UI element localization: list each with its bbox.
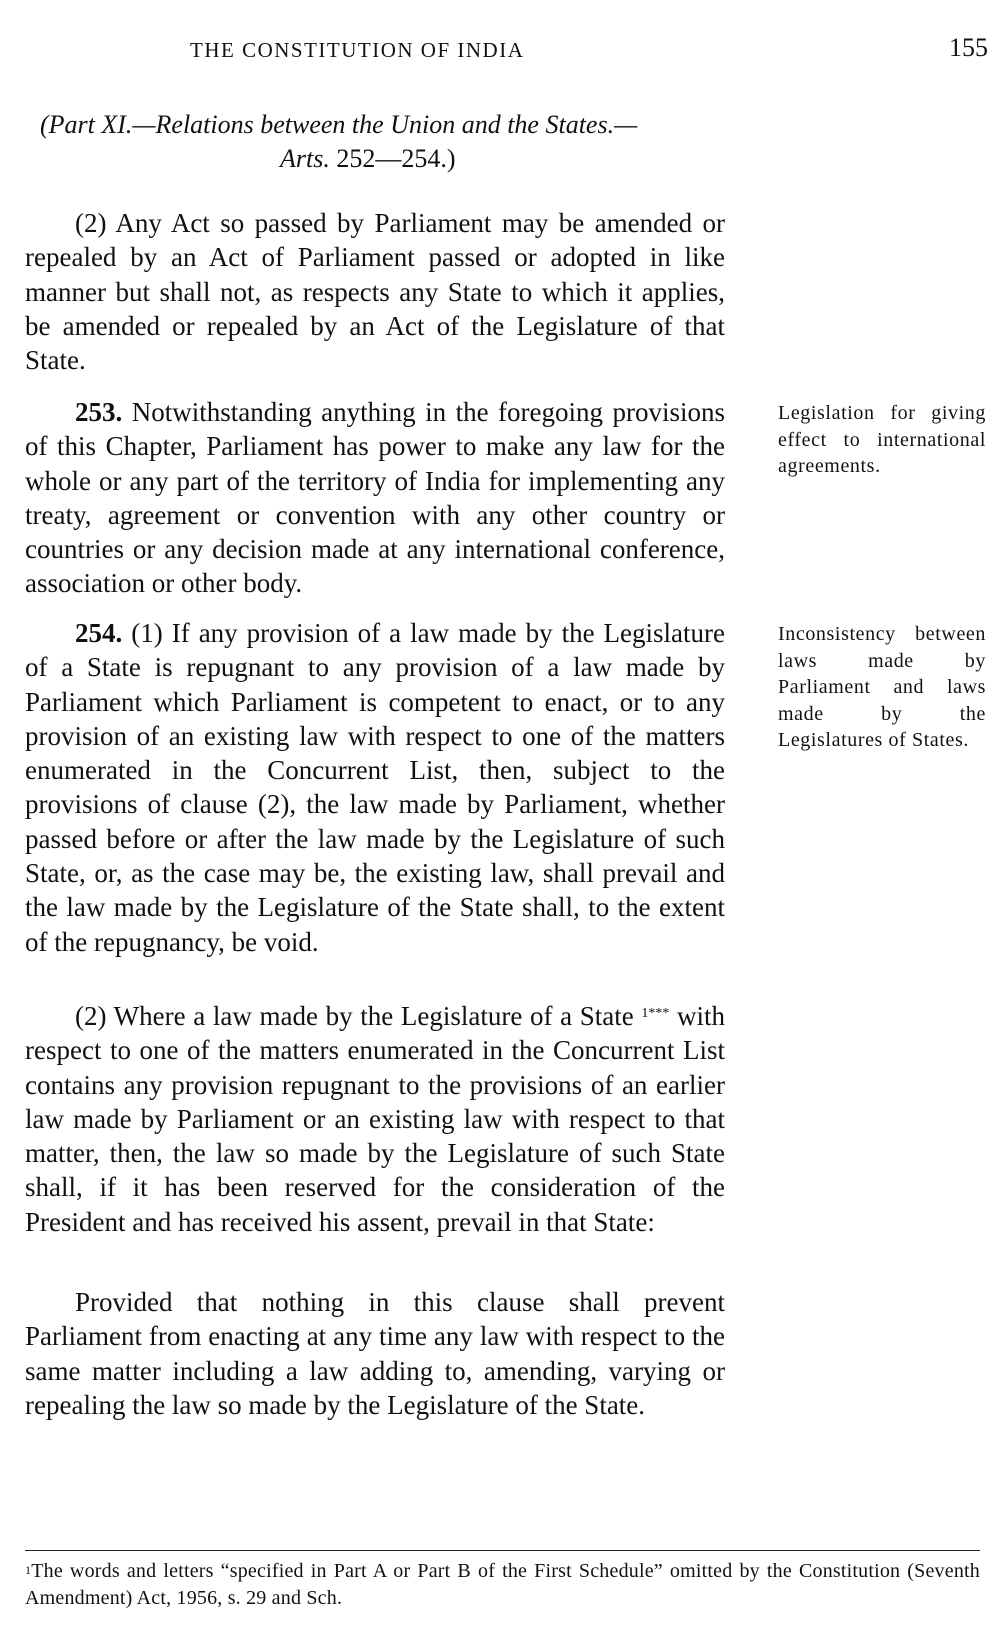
article-253-text: Notwithstanding anything in the foregoing provisions of this Chapter, Parliament has power to make any law for the whole or any part of the territory of India for implementing any treaty, agreement or convention with any other country or countries or any decision made at any international conference, association or other body. xyxy=(25,397,725,599)
article-254-1-text: (1) If any provision of a law made by the Legislature of a State is repugnant to any provision of a law made by Parliament which Parliament is competent to enact, or to any provision of an existing law with respect to one of the matters enumerated in the Concurrent List, then, subject to the provisions of clause (2), the law made by Parliament, whether passed before or after the law made by the Legislature of such State, or, as the case may be, the existing law, shall prevail and the law made by the Legislature of the State shall, to the extent of the repugnancy, be void. xyxy=(25,618,725,957)
part-heading-arts: Arts. xyxy=(280,144,330,173)
running-title: THE CONSTITUTION OF INDIA xyxy=(190,38,525,62)
page-number: 155 xyxy=(949,33,988,62)
footnote-marker: 1 xyxy=(25,1563,32,1577)
paragraph-254-1 xyxy=(25,616,725,959)
paragraph-254-2 xyxy=(25,999,725,1239)
footnote-reference-marker: 1*** xyxy=(641,1006,670,1021)
proviso-paragraph: Provided that nothing in this clause shall prevent Parliament from enacting at any time any law with respect to the same matter including a law adding to, amending, varying or repealing the law so made by the Legislature of the State. xyxy=(25,1287,725,1420)
marginal-note-253: Legislation for giving effect to international agreements. xyxy=(778,402,986,477)
proviso xyxy=(25,1285,725,1422)
part-heading-range: 252—254.) xyxy=(329,144,456,173)
article-number-254: 254. xyxy=(75,618,123,648)
paragraph-253 xyxy=(25,395,725,601)
footnote xyxy=(25,1558,980,1612)
footnote-text: The words and letters “specified in Part A or Part B of the First Schedule” omitted by the Constitution (Seventh Amendment) Act, 1956, s. 29 and Sch. xyxy=(25,1560,980,1609)
part-heading xyxy=(40,108,730,176)
marginal-note-254: Inconsistency between laws made by Parliament and laws made by the Legislatures of States. xyxy=(778,623,986,751)
paragraph-252-2: (2) Any Act so passed by Parliament may be amended or repealed by an Act of Parliament passed or adopted in like manner but shall not, as respects any State to which it applies, be amended or repealed by an Act of the Legislature of that State. xyxy=(25,208,725,376)
article-254-2-text-a: (2) Where a law made by the Legislature of a State xyxy=(75,1001,634,1031)
article-252-clause-2 xyxy=(25,206,725,377)
article-254-2-text-b: with respect to one of the matters enumerated in the Concurrent List contains any provision repugnant to the provisions of an earlier law made by Parliament or an existing law with respect to that matter, then, the law so made by the Legislature of such State shall, if it has been reserved for the consideration of the President and has received his assent, prevail in that State: xyxy=(25,1001,726,1237)
footnote-divider xyxy=(25,1550,980,1551)
part-heading-line2 xyxy=(40,142,730,176)
article-254-clause-1 xyxy=(25,616,725,959)
article-number-253: 253. xyxy=(75,397,123,427)
part-heading-line1: (Part XI.—Relations between the Union and the States.— xyxy=(40,110,638,139)
article-254-clause-2 xyxy=(25,999,725,1239)
article-253 xyxy=(25,395,725,601)
